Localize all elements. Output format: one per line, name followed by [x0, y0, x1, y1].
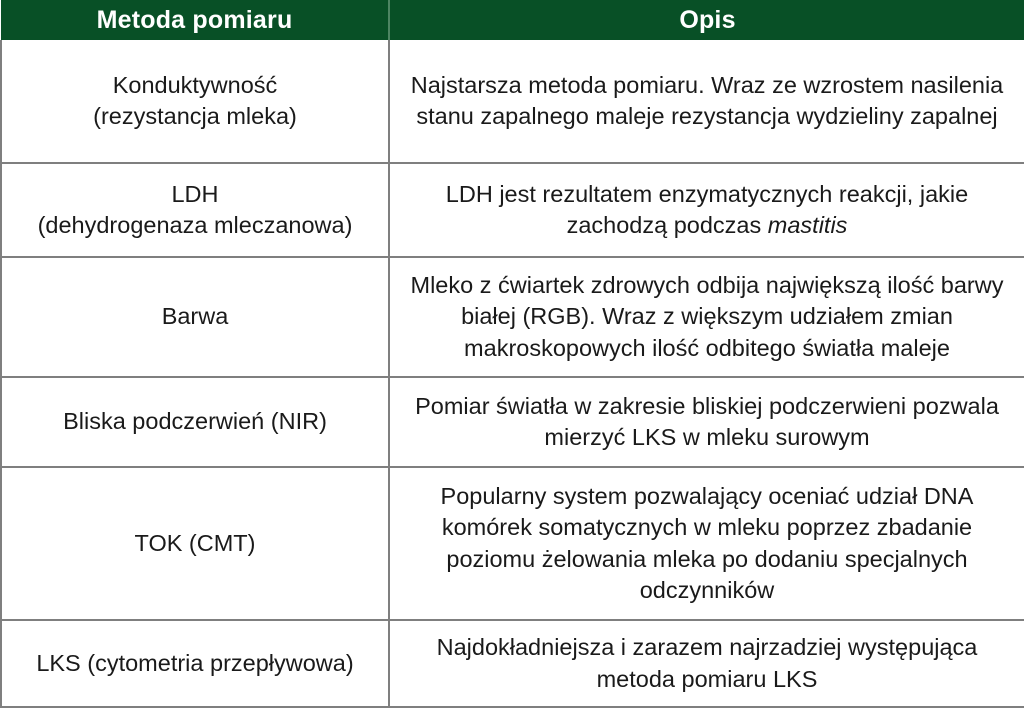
method-text: TOK (CMT) [134, 529, 256, 556]
cell-description [389, 620, 1024, 707]
method-text: LDH (dehydrogenaza mleczanowa) [37, 180, 353, 238]
cell-description [389, 40, 1024, 163]
column-header-method: Metoda pomiaru [1, 0, 389, 40]
cell-method [1, 257, 389, 377]
cell-description [389, 163, 1024, 257]
table-row [1, 467, 1024, 620]
description-text: Najdokładniejsza i zarazem najrzadziej występująca metoda pomiaru LKS [436, 634, 978, 692]
description-text: Pomiar światła w zakresie bliskiej podczerwieni pozwala mierzyć LKS w mleku surowym [415, 392, 999, 450]
method-text: Bliska podczerwień (NIR) [63, 408, 327, 435]
table-header-row [1, 0, 1024, 40]
cell-description [389, 467, 1024, 620]
table-row [1, 163, 1024, 257]
description-text: LDH jest rezultatem enzymatycznych reakcji, jakie zachodzą podczas mastitis [445, 180, 969, 238]
cell-method [1, 620, 389, 707]
table-row [1, 377, 1024, 467]
description-text: Najstarsza metoda pomiaru. Wraz ze wzrostem nasilenia stanu zapalnego maleje rezystancja wydzieliny zapalnej [410, 71, 1004, 129]
table-header [1, 0, 1024, 40]
cell-method [1, 467, 389, 620]
cell-description [389, 377, 1024, 467]
method-text: LKS (cytometria przepływowa) [36, 649, 354, 676]
cell-method [1, 163, 389, 257]
column-header-description: Opis [389, 0, 1024, 40]
table-row [1, 620, 1024, 707]
table-row [1, 257, 1024, 377]
description-text: Mleko z ćwiartek zdrowych odbija największą ilość barwy białej (RGB). Wraz z większym udziałem zmian makroskopowych ilość odbitego światła maleje [410, 271, 1004, 361]
table-row [1, 40, 1024, 163]
cell-method [1, 40, 389, 163]
cell-description [389, 257, 1024, 377]
description-text: Popularny system pozwalający oceniać udział DNA komórek somatycznych w mleku poprzez zbadanie poziomu żelowania mleka po dodaniu specjalnych odczynników [440, 482, 974, 603]
cell-method [1, 377, 389, 467]
method-text: Konduktywność (rezystancja mleka) [93, 71, 297, 129]
method-text: Barwa [161, 303, 229, 330]
table-body [1, 40, 1024, 707]
